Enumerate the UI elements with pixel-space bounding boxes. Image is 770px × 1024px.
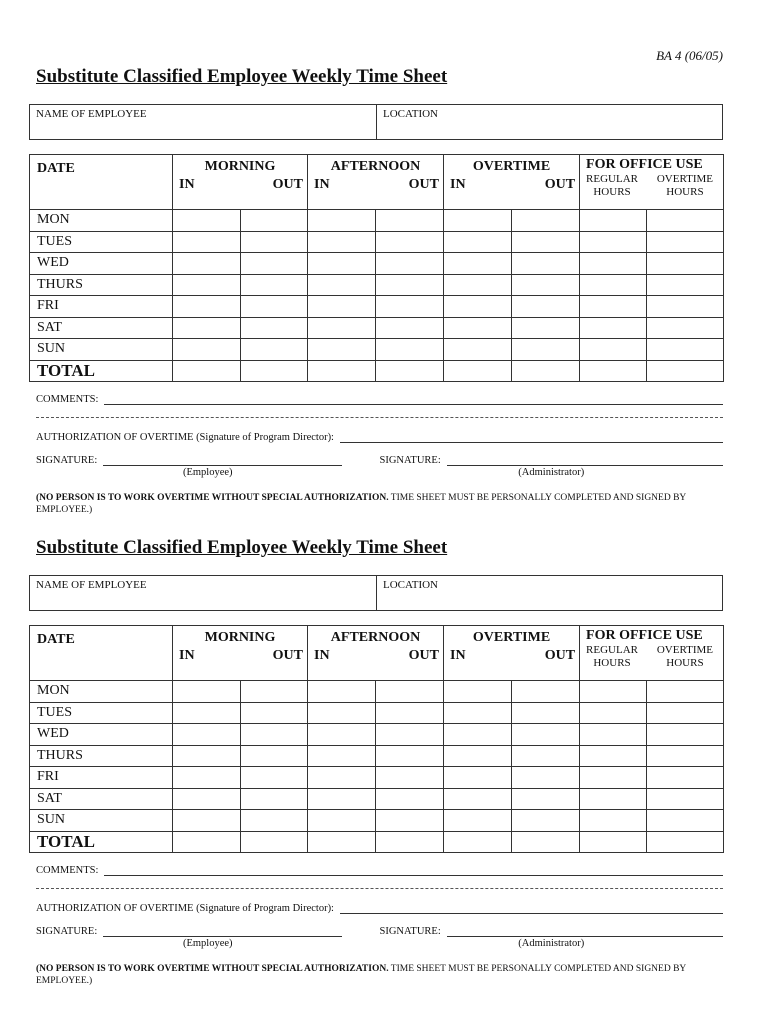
- day-label: FRI: [30, 296, 173, 318]
- total-cell[interactable]: [512, 360, 580, 382]
- time-cell[interactable]: [512, 210, 580, 232]
- date-header: DATE: [30, 155, 173, 210]
- day-row: [30, 296, 724, 318]
- time-cell[interactable]: [376, 317, 444, 339]
- time-cell[interactable]: [580, 231, 647, 253]
- time-cell[interactable]: [376, 253, 444, 275]
- time-cell[interactable]: [241, 231, 308, 253]
- administrator-signature-line[interactable]: [447, 455, 723, 466]
- time-cell[interactable]: [580, 810, 647, 832]
- time-cell[interactable]: [376, 745, 444, 767]
- time-cell[interactable]: [647, 724, 724, 746]
- timesheet-section-2: [29, 535, 723, 987]
- overtime-in-label: IN: [450, 648, 466, 663]
- time-cell[interactable]: [444, 210, 512, 232]
- afternoon-in-label: IN: [314, 177, 330, 192]
- time-cell[interactable]: [173, 274, 241, 296]
- total-row: [30, 360, 724, 382]
- comments-label: COMMENTS:: [36, 394, 99, 405]
- time-cell[interactable]: [647, 231, 724, 253]
- time-cell[interactable]: [444, 317, 512, 339]
- total-cell[interactable]: [376, 360, 444, 382]
- time-cell[interactable]: [376, 210, 444, 232]
- time-cell[interactable]: [444, 767, 512, 789]
- signature-area: [29, 865, 723, 987]
- overtime-label: OVERTIME: [472, 159, 551, 174]
- day-row: [30, 702, 724, 724]
- time-cell[interactable]: [444, 810, 512, 832]
- time-cell[interactable]: [580, 274, 647, 296]
- authorization-signature-line[interactable]: [340, 903, 723, 914]
- form-title: Substitute Classified Employee Weekly Time Sheet: [36, 66, 448, 87]
- time-cell[interactable]: [647, 681, 724, 703]
- form-code: BA 4 (06/05): [656, 48, 723, 63]
- authorization-label: AUTHORIZATION OF OVERTIME (Signature of Program Director):: [36, 432, 334, 443]
- administrator-signature-line[interactable]: [447, 926, 723, 937]
- time-cell[interactable]: [173, 788, 241, 810]
- time-cell[interactable]: [647, 339, 724, 361]
- timesheet-section-1: [29, 64, 723, 516]
- office-use-label: FOR OFFICE USE: [586, 157, 703, 172]
- time-cell[interactable]: [376, 788, 444, 810]
- time-cell[interactable]: [512, 339, 580, 361]
- time-cell[interactable]: [241, 339, 308, 361]
- time-cell[interactable]: [376, 810, 444, 832]
- time-cell[interactable]: [241, 317, 308, 339]
- total-cell[interactable]: [444, 831, 512, 853]
- morning-in-label: IN: [179, 177, 195, 192]
- time-cell[interactable]: [444, 702, 512, 724]
- time-cell[interactable]: [444, 231, 512, 253]
- overtime-header: [444, 626, 580, 681]
- employee-signature-label: SIGNATURE:: [36, 455, 98, 466]
- overtime-notice: (NO PERSON IS TO WORK OVERTIME WITHOUT SPECIAL AUTHORIZATION. TIME SHEET MUST BE PERSONALLY COMPLETED AND SIGNED BY EMPLOYEE.): [36, 964, 686, 986]
- day-row: [30, 788, 724, 810]
- time-cell[interactable]: [580, 339, 647, 361]
- morning-label: MORNING: [204, 630, 276, 645]
- form-title: Substitute Classified Employee Weekly Time Sheet: [36, 537, 448, 558]
- total-cell[interactable]: [241, 831, 308, 853]
- time-cell[interactable]: [580, 253, 647, 275]
- location-field[interactable]: [377, 576, 722, 610]
- total-cell[interactable]: [241, 360, 308, 382]
- time-cell[interactable]: [308, 296, 376, 318]
- employee-signature-line[interactable]: [103, 926, 341, 937]
- time-cell[interactable]: [308, 767, 376, 789]
- office-use-label: FOR OFFICE USE: [586, 628, 703, 643]
- afternoon-header: [308, 155, 444, 210]
- total-cell[interactable]: [580, 360, 647, 382]
- day-label: MON: [30, 681, 173, 703]
- time-cell[interactable]: [647, 253, 724, 275]
- time-cell[interactable]: [647, 317, 724, 339]
- time-cell[interactable]: [512, 788, 580, 810]
- day-label: WED: [30, 253, 173, 275]
- location-label: LOCATION: [383, 108, 438, 120]
- morning-out-label: OUT: [272, 177, 303, 192]
- authorization-signature-line[interactable]: [340, 432, 723, 443]
- afternoon-out-label: OUT: [408, 177, 440, 192]
- time-cell[interactable]: [444, 724, 512, 746]
- overtime-in-label: IN: [450, 177, 466, 192]
- time-cell[interactable]: [512, 810, 580, 832]
- time-cell[interactable]: [580, 788, 647, 810]
- total-cell[interactable]: [308, 831, 376, 853]
- day-row: [30, 724, 724, 746]
- day-row: [30, 339, 724, 361]
- day-label: SUN: [30, 810, 173, 832]
- total-cell[interactable]: [647, 831, 724, 853]
- time-cell[interactable]: [512, 702, 580, 724]
- overtime-notice: (NO PERSON IS TO WORK OVERTIME WITHOUT SPECIAL AUTHORIZATION. TIME SHEET MUST BE PERSONALLY COMPLETED AND SIGNED BY EMPLOYEE.): [36, 493, 686, 515]
- day-label: FRI: [30, 767, 173, 789]
- time-cell[interactable]: [241, 210, 308, 232]
- total-cell[interactable]: [308, 360, 376, 382]
- employee-info-box: [29, 104, 723, 140]
- time-cell[interactable]: [444, 681, 512, 703]
- employee-signature-line[interactable]: [103, 455, 341, 466]
- time-cell[interactable]: [173, 339, 241, 361]
- time-cell[interactable]: [173, 724, 241, 746]
- day-label: THURS: [30, 274, 173, 296]
- total-cell[interactable]: [173, 360, 241, 382]
- employee-caption: (Employee): [182, 938, 233, 949]
- time-cell[interactable]: [647, 767, 724, 789]
- day-label: THURS: [30, 745, 173, 767]
- time-table: [29, 625, 724, 853]
- overtime-label: OVERTIME: [472, 630, 551, 645]
- overtime-out-label: OUT: [544, 177, 576, 192]
- morning-in-label: IN: [179, 648, 195, 663]
- time-cell[interactable]: [647, 296, 724, 318]
- time-cell[interactable]: [308, 702, 376, 724]
- time-cell[interactable]: [308, 724, 376, 746]
- time-cell[interactable]: [580, 767, 647, 789]
- afternoon-label: AFTERNOON: [330, 630, 421, 645]
- time-cell[interactable]: [376, 724, 444, 746]
- administrator-signature-label: SIGNATURE:: [379, 926, 441, 937]
- employee-name-label: NAME OF EMPLOYEE: [36, 108, 147, 120]
- time-cell[interactable]: [580, 681, 647, 703]
- day-row: [30, 210, 724, 232]
- day-label: SAT: [30, 788, 173, 810]
- time-cell[interactable]: [173, 702, 241, 724]
- morning-label: MORNING: [204, 159, 276, 174]
- time-cell[interactable]: [308, 788, 376, 810]
- employee-caption: (Employee): [182, 467, 233, 478]
- comments-line[interactable]: [104, 394, 723, 405]
- time-cell[interactable]: [512, 253, 580, 275]
- time-cell[interactable]: [308, 210, 376, 232]
- comments-line-2[interactable]: [36, 405, 723, 418]
- day-label: SUN: [30, 339, 173, 361]
- total-cell[interactable]: [512, 831, 580, 853]
- time-cell[interactable]: [241, 702, 308, 724]
- overtime-hours-label: OVERTIME HOURS: [656, 173, 714, 198]
- date-header: DATE: [30, 626, 173, 681]
- regular-hours-label: REGULAR HOURS: [586, 644, 638, 669]
- time-cell[interactable]: [173, 296, 241, 318]
- time-cell[interactable]: [308, 745, 376, 767]
- morning-out-label: OUT: [272, 648, 303, 663]
- administrator-caption: (Administrator): [518, 938, 585, 949]
- signature-area: [29, 394, 723, 516]
- time-cell[interactable]: [308, 274, 376, 296]
- time-cell[interactable]: [241, 681, 308, 703]
- morning-header: [173, 626, 308, 681]
- employee-name-label: NAME OF EMPLOYEE: [36, 579, 147, 591]
- time-table: [29, 154, 724, 382]
- comments-label: COMMENTS:: [36, 865, 99, 876]
- time-cell[interactable]: [580, 317, 647, 339]
- afternoon-out-label: OUT: [408, 648, 440, 663]
- afternoon-label: AFTERNOON: [330, 159, 421, 174]
- office-use-header: [580, 155, 724, 210]
- time-cell[interactable]: [647, 274, 724, 296]
- total-cell[interactable]: [376, 831, 444, 853]
- employee-info-box: [29, 575, 723, 611]
- time-cell[interactable]: [444, 274, 512, 296]
- time-cell[interactable]: [173, 767, 241, 789]
- time-cell[interactable]: [580, 296, 647, 318]
- time-cell[interactable]: [376, 274, 444, 296]
- total-cell[interactable]: [647, 360, 724, 382]
- time-cell[interactable]: [173, 810, 241, 832]
- time-cell[interactable]: [376, 339, 444, 361]
- time-cell[interactable]: [241, 745, 308, 767]
- time-cell[interactable]: [444, 296, 512, 318]
- time-cell[interactable]: [580, 724, 647, 746]
- time-cell[interactable]: [241, 253, 308, 275]
- time-cell[interactable]: [580, 702, 647, 724]
- comments-line[interactable]: [104, 865, 723, 876]
- time-cell[interactable]: [241, 788, 308, 810]
- day-row: [30, 317, 724, 339]
- morning-header: [173, 155, 308, 210]
- time-cell[interactable]: [241, 767, 308, 789]
- time-cell[interactable]: [444, 788, 512, 810]
- day-label: SAT: [30, 317, 173, 339]
- time-cell[interactable]: [376, 296, 444, 318]
- afternoon-in-label: IN: [314, 648, 330, 663]
- time-cell[interactable]: [173, 681, 241, 703]
- time-cell[interactable]: [173, 745, 241, 767]
- total-cell[interactable]: [580, 831, 647, 853]
- time-cell[interactable]: [580, 745, 647, 767]
- total-label: TOTAL: [30, 831, 173, 853]
- day-row: [30, 810, 724, 832]
- comments-line-2[interactable]: [36, 876, 723, 889]
- time-cell[interactable]: [444, 339, 512, 361]
- time-cell[interactable]: [241, 724, 308, 746]
- time-cell[interactable]: [512, 274, 580, 296]
- employee-name-field[interactable]: [30, 576, 377, 610]
- time-cell[interactable]: [512, 745, 580, 767]
- time-cell[interactable]: [308, 317, 376, 339]
- time-cell[interactable]: [173, 253, 241, 275]
- time-cell[interactable]: [241, 274, 308, 296]
- overtime-hours-label: OVERTIME HOURS: [656, 644, 714, 669]
- time-cell[interactable]: [308, 231, 376, 253]
- overtime-out-label: OUT: [544, 648, 576, 663]
- day-label: WED: [30, 724, 173, 746]
- day-label: MON: [30, 210, 173, 232]
- office-use-header: [580, 626, 724, 681]
- time-cell[interactable]: [647, 810, 724, 832]
- location-field[interactable]: [377, 105, 722, 139]
- day-label: TUES: [30, 231, 173, 253]
- time-cell[interactable]: [647, 210, 724, 232]
- time-cell[interactable]: [512, 231, 580, 253]
- time-cell[interactable]: [376, 231, 444, 253]
- time-cell[interactable]: [308, 339, 376, 361]
- time-cell[interactable]: [444, 745, 512, 767]
- administrator-caption: (Administrator): [518, 467, 585, 478]
- time-cell[interactable]: [376, 702, 444, 724]
- administrator-signature-label: SIGNATURE:: [379, 455, 441, 466]
- regular-hours-label: REGULAR HOURS: [586, 173, 638, 198]
- employee-signature-label: SIGNATURE:: [36, 926, 98, 937]
- time-cell[interactable]: [241, 296, 308, 318]
- time-cell[interactable]: [173, 317, 241, 339]
- time-cell[interactable]: [512, 681, 580, 703]
- time-cell[interactable]: [512, 317, 580, 339]
- day-row: [30, 231, 724, 253]
- total-label: TOTAL: [30, 360, 173, 382]
- time-cell[interactable]: [308, 253, 376, 275]
- total-cell[interactable]: [173, 831, 241, 853]
- time-cell[interactable]: [647, 745, 724, 767]
- time-cell[interactable]: [647, 702, 724, 724]
- time-cell[interactable]: [376, 681, 444, 703]
- total-cell[interactable]: [444, 360, 512, 382]
- time-cell[interactable]: [444, 253, 512, 275]
- time-cell[interactable]: [173, 231, 241, 253]
- time-cell[interactable]: [173, 210, 241, 232]
- day-row: [30, 274, 724, 296]
- time-cell[interactable]: [647, 788, 724, 810]
- afternoon-header: [308, 626, 444, 681]
- day-row: [30, 681, 724, 703]
- overtime-header: [444, 155, 580, 210]
- time-cell[interactable]: [512, 767, 580, 789]
- day-row: [30, 745, 724, 767]
- employee-name-field[interactable]: [30, 105, 377, 139]
- day-row: [30, 767, 724, 789]
- time-cell[interactable]: [580, 210, 647, 232]
- time-cell[interactable]: [512, 296, 580, 318]
- location-label: LOCATION: [383, 579, 438, 591]
- day-label: TUES: [30, 702, 173, 724]
- time-cell[interactable]: [376, 767, 444, 789]
- time-cell[interactable]: [308, 681, 376, 703]
- time-cell[interactable]: [241, 810, 308, 832]
- time-cell[interactable]: [512, 724, 580, 746]
- day-row: [30, 253, 724, 275]
- total-row: [30, 831, 724, 853]
- authorization-label: AUTHORIZATION OF OVERTIME (Signature of Program Director):: [36, 903, 334, 914]
- time-cell[interactable]: [308, 810, 376, 832]
